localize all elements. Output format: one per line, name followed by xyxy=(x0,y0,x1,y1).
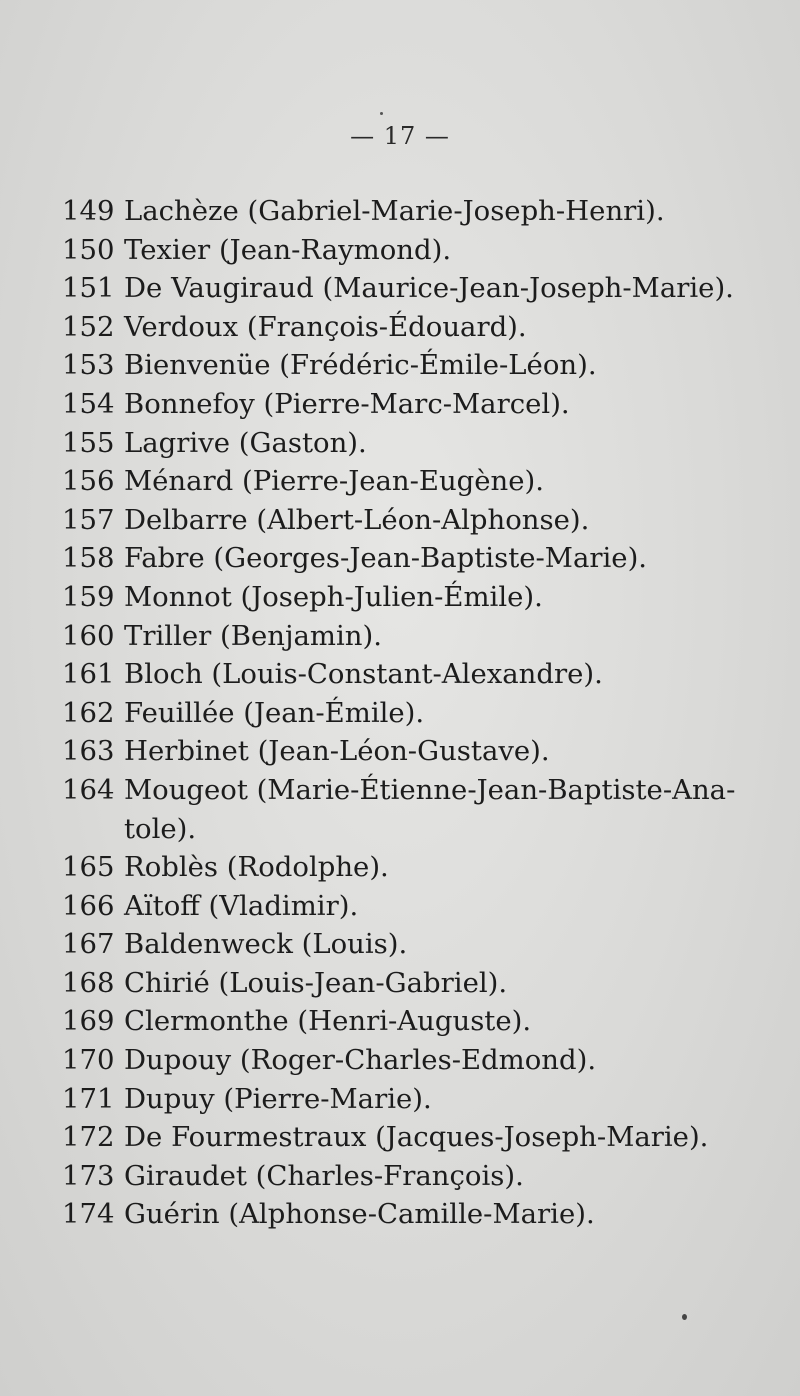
entry-name: Giraudet (Charles-François). xyxy=(124,1159,524,1192)
entry-name: Verdoux (François-Édouard). xyxy=(124,310,527,343)
entry-number: 166 xyxy=(62,889,115,922)
entry-number: 160 xyxy=(62,619,115,652)
ink-speck xyxy=(380,112,383,115)
list-item xyxy=(62,887,782,926)
entry-number: 159 xyxy=(62,580,115,613)
entry-name: Lachèze (Gabriel-Marie-Joseph-Henri). xyxy=(124,195,665,227)
entry-name: De Vaugiraud (Maurice-Jean-Joseph-Marie). xyxy=(124,272,734,305)
entry-number: 167 xyxy=(62,928,115,961)
entry-number: 150 xyxy=(62,233,115,266)
list-item xyxy=(62,1157,782,1196)
entry-name: Guérin (Alphonse-Camille-Marie). xyxy=(124,1198,595,1231)
entry-number: 173 xyxy=(62,1159,115,1192)
list-item xyxy=(62,1118,782,1157)
list-item xyxy=(62,848,782,887)
entry-number: 172 xyxy=(62,1121,115,1154)
entry-number: 156 xyxy=(62,465,115,498)
entry-number: 171 xyxy=(62,1082,115,1115)
entry-name: Ménard (Pierre-Jean-Eugène). xyxy=(124,465,545,498)
entry-name: Dupuy (Pierre-Marie). xyxy=(124,1082,432,1115)
entry-name: De Fourmestraux (Jacques-Joseph-Marie). xyxy=(124,1121,709,1154)
list-item xyxy=(62,192,782,231)
entry-name: Monnot (Joseph-Julien-Émile). xyxy=(124,580,543,613)
entry-name: Bienvenüe (Frédéric-Émile-Léon). xyxy=(124,349,597,382)
entry-name: Clermonthe (Henri-Auguste). xyxy=(124,1005,532,1038)
page-number: — 17 — xyxy=(350,122,450,150)
entry-number: 154 xyxy=(62,387,115,420)
entry-number: 155 xyxy=(62,426,115,459)
entry-number: 157 xyxy=(62,503,115,536)
entry-number: 164 xyxy=(62,773,115,806)
entry-number: 161 xyxy=(62,658,115,691)
list-item xyxy=(62,539,782,578)
list-item xyxy=(62,732,782,771)
entry-name: Herbinet (Jean-Léon-Gustave). xyxy=(124,735,550,768)
entry-number: 168 xyxy=(62,966,115,999)
entry-name: Chirié (Louis-Jean-Gabriel). xyxy=(124,966,508,999)
list-item xyxy=(62,1080,782,1119)
list-item xyxy=(62,925,782,964)
entry-name: Lagrive (Gaston). xyxy=(124,426,367,459)
entry-name: Roblès (Rodolphe). xyxy=(124,851,389,884)
entry-name: Triller (Benjamin). xyxy=(124,619,382,652)
entry-number: 165 xyxy=(62,851,115,884)
list-item xyxy=(62,385,782,424)
list-item xyxy=(62,462,782,501)
entry-number: 153 xyxy=(62,349,115,382)
entry-name: Delbarre (Albert-Léon-Alphonse). xyxy=(124,503,590,536)
list-item xyxy=(62,655,782,694)
list-item xyxy=(62,1041,782,1080)
list-item xyxy=(62,694,782,733)
entry-number: 163 xyxy=(62,735,115,768)
entry-name-continuation: tole). xyxy=(124,812,197,845)
list-item xyxy=(62,308,782,347)
list-item xyxy=(62,501,782,540)
entry-name: Feuillée (Jean-Émile). xyxy=(124,696,425,729)
entry-name: Bloch (Louis-Constant-Alexandre). xyxy=(124,658,603,691)
list-item xyxy=(62,1195,782,1234)
list-item xyxy=(62,424,782,463)
list-item xyxy=(62,1002,782,1041)
entry-number: 151 xyxy=(62,272,115,305)
entry-number: 174 xyxy=(62,1198,115,1231)
entry-number: 170 xyxy=(62,1044,115,1077)
entry-name: Bonnefoy (Pierre-Marc-Marcel). xyxy=(124,387,570,420)
list-item xyxy=(62,617,782,656)
entry-name: Baldenweck (Louis). xyxy=(124,928,408,961)
entry-number: 149 xyxy=(62,195,115,227)
list-item xyxy=(62,269,782,308)
entry-number: 169 xyxy=(62,1005,115,1038)
entry-number: 158 xyxy=(62,542,115,575)
list-item xyxy=(62,346,782,385)
entry-name: Aïtoff (Vladimir). xyxy=(124,889,359,922)
entry-number: 162 xyxy=(62,696,115,729)
entry-name: Dupouy (Roger-Charles-Edmond). xyxy=(124,1044,597,1077)
entry-name: Fabre (Georges-Jean-Baptiste-Marie). xyxy=(124,542,648,575)
entry-name: Mougeot (Marie-Étienne-Jean-Baptiste-Ana- xyxy=(124,773,736,806)
ink-speck xyxy=(682,1314,687,1320)
entry-name: Texier (Jean-Raymond). xyxy=(124,233,452,266)
list-item xyxy=(62,771,782,848)
entry-number: 152 xyxy=(62,310,115,343)
list-item xyxy=(62,578,782,617)
name-list xyxy=(62,192,782,1234)
list-item xyxy=(62,231,782,270)
list-item xyxy=(62,964,782,1003)
